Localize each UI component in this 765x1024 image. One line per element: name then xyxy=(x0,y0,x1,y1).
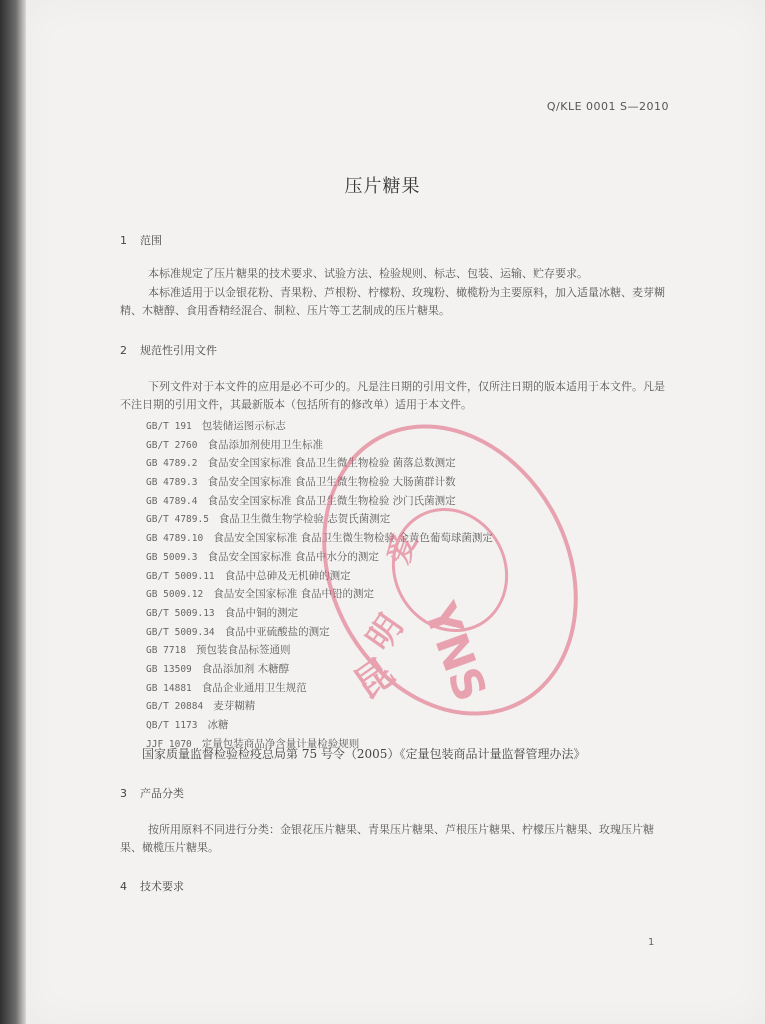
scan-edge-shadow xyxy=(0,0,26,1024)
section-2-intro: 下列文件对于本文件的应用是必不可少的。凡是注日期的引用文件，仅所注日期的版本适用于本文件。凡是不注日期的引用文件，其最新版本（包括所有的修改单）适用于本文件。 xyxy=(120,380,665,411)
reference-code: GB/T 4789.5 xyxy=(146,514,209,526)
reference-item xyxy=(146,585,493,604)
reference-item xyxy=(146,697,493,716)
section-4-heading xyxy=(120,878,184,894)
section-4-number: 4 xyxy=(120,880,127,893)
reference-title: 食品添加剂 木糖醇 xyxy=(201,662,290,675)
reference-code: GB 13509 xyxy=(146,663,192,675)
reference-code: GB 14881 xyxy=(146,682,192,694)
section-1-heading xyxy=(120,232,162,248)
section-3-paragraph: 按所用原料不同进行分类：金银花压片糖果、青果压片糖果、芦根压片糖果、柠檬压片糖果、玫瑰压片糖果、橄榄压片糖果。 xyxy=(120,823,654,854)
reference-item xyxy=(146,567,493,586)
reference-code: GB 4789.4 xyxy=(146,495,198,507)
reference-title: 冰糖 xyxy=(207,719,229,731)
reference-title: 食品安全国家标准 食品卫生微生物检验 大肠菌群计数 xyxy=(207,476,456,489)
reference-item xyxy=(146,623,493,642)
reference-code: GB/T 191 xyxy=(146,421,192,432)
reference-title: 定量包装商品净含量计量检验规则 xyxy=(201,737,360,750)
reference-title: 预包装食品标签通则 xyxy=(196,644,291,657)
section-3-number: 3 xyxy=(120,787,127,800)
svg-text:YNS: YNS xyxy=(413,596,496,709)
reference-title: 食品安全国家标准 食品卫生微生物检验 菌落总数测定 xyxy=(207,457,456,470)
section-2-heading xyxy=(120,342,217,358)
section-2-title: 规范性引用文件 xyxy=(140,344,217,357)
section-3-title: 产品分类 xyxy=(140,787,184,800)
reference-code: GB 4789.3 xyxy=(146,477,198,489)
reference-code: QB/T 1173 xyxy=(146,720,198,731)
section-2-number: 2 xyxy=(120,344,127,357)
reference-item xyxy=(146,641,493,660)
reference-code: GB 5009.12 xyxy=(146,589,204,601)
svg-text:爱: 爱 xyxy=(381,528,425,569)
reference-title: 食品企业通用卫生规范 xyxy=(201,681,307,694)
section-1-paragraph-1: 本标准规定了压片糖果的技术要求、试验方法、检验规则、标志、包装、运输、贮存要求。 xyxy=(148,267,588,280)
reference-code: GB 5009.3 xyxy=(146,551,198,563)
svg-text:明: 明 xyxy=(359,607,412,659)
reference-title: 食品中亚硫酸盐的测定 xyxy=(224,625,330,638)
section-1-number: 1 xyxy=(120,234,127,247)
reference-list xyxy=(146,417,493,753)
reference-item xyxy=(146,679,493,698)
reference-title: 食品安全国家标准 食品中水分的测定 xyxy=(207,550,379,563)
section-4-title: 技术要求 xyxy=(140,880,184,893)
section-1-paragraph-2: 本标准适用于以金银花粉、青果粉、芦根粉、柠檬粉、玫瑰粉、橄榄粉为主要原料，加入适量冰糖、麦芽糊精、木糖醇、食用香精经混合、制粒、压片等工艺制成的压片糖果。 xyxy=(120,286,665,317)
reference-title: 食品中总砷及无机砷的测定 xyxy=(224,569,351,582)
reference-title: 包装储运图示标志 xyxy=(201,420,286,432)
reference-title: 食品安全国家标准 食品中铅的测定 xyxy=(213,588,375,601)
regulation-reference: 国家质量监督检验检疫总局第 75 号令（2005）《定量包装商品计量监督管理办法》 xyxy=(142,747,586,761)
reference-code: GB/T 5009.13 xyxy=(146,607,215,619)
section-3-heading xyxy=(120,785,184,801)
reference-code: GB/T 20884 xyxy=(146,701,204,713)
reference-code: GB 7718 xyxy=(146,645,187,657)
reference-code: GB/T 5009.11 xyxy=(146,570,215,582)
reference-item xyxy=(146,436,493,455)
document-code: Q/KLE 0001 S—2010 xyxy=(546,100,669,113)
reference-item xyxy=(146,473,493,492)
reference-code: GB 4789.2 xyxy=(146,458,198,470)
document-title: 压片糖果 xyxy=(344,176,421,197)
reference-title: 麦芽糊精 xyxy=(213,700,256,713)
reference-item xyxy=(146,510,493,529)
reference-item xyxy=(146,529,493,548)
reference-title: 食品安全国家标准 食品卫生微生物检验 沙门氏菌测定 xyxy=(207,494,456,507)
reference-item xyxy=(146,492,493,511)
reference-title: 食品安全国家标准 食品卫生微生物检验 金黄色葡萄球菌测定 xyxy=(213,532,493,545)
section-1-title: 范围 xyxy=(140,234,162,247)
svg-text:昆: 昆 xyxy=(345,649,403,708)
page-number: 1 xyxy=(648,937,655,948)
reference-title: 食品中铜的测定 xyxy=(224,606,299,619)
reference-item xyxy=(146,454,493,473)
reference-item xyxy=(146,716,493,735)
reference-item xyxy=(146,604,493,623)
reference-item xyxy=(146,417,493,436)
reference-item xyxy=(146,660,493,679)
reference-title: 食品添加剂使用卫生标准 xyxy=(207,438,323,451)
reference-code: GB 4789.10 xyxy=(146,533,204,545)
reference-item xyxy=(146,548,493,567)
reference-code: GB/T 2760 xyxy=(146,439,198,451)
reference-code: JJF 1070 xyxy=(146,738,192,750)
reference-title: 食品卫生微生物学检验 志贺氏菌测定 xyxy=(218,513,391,526)
reference-code: GB/T 5009.34 xyxy=(146,626,215,638)
